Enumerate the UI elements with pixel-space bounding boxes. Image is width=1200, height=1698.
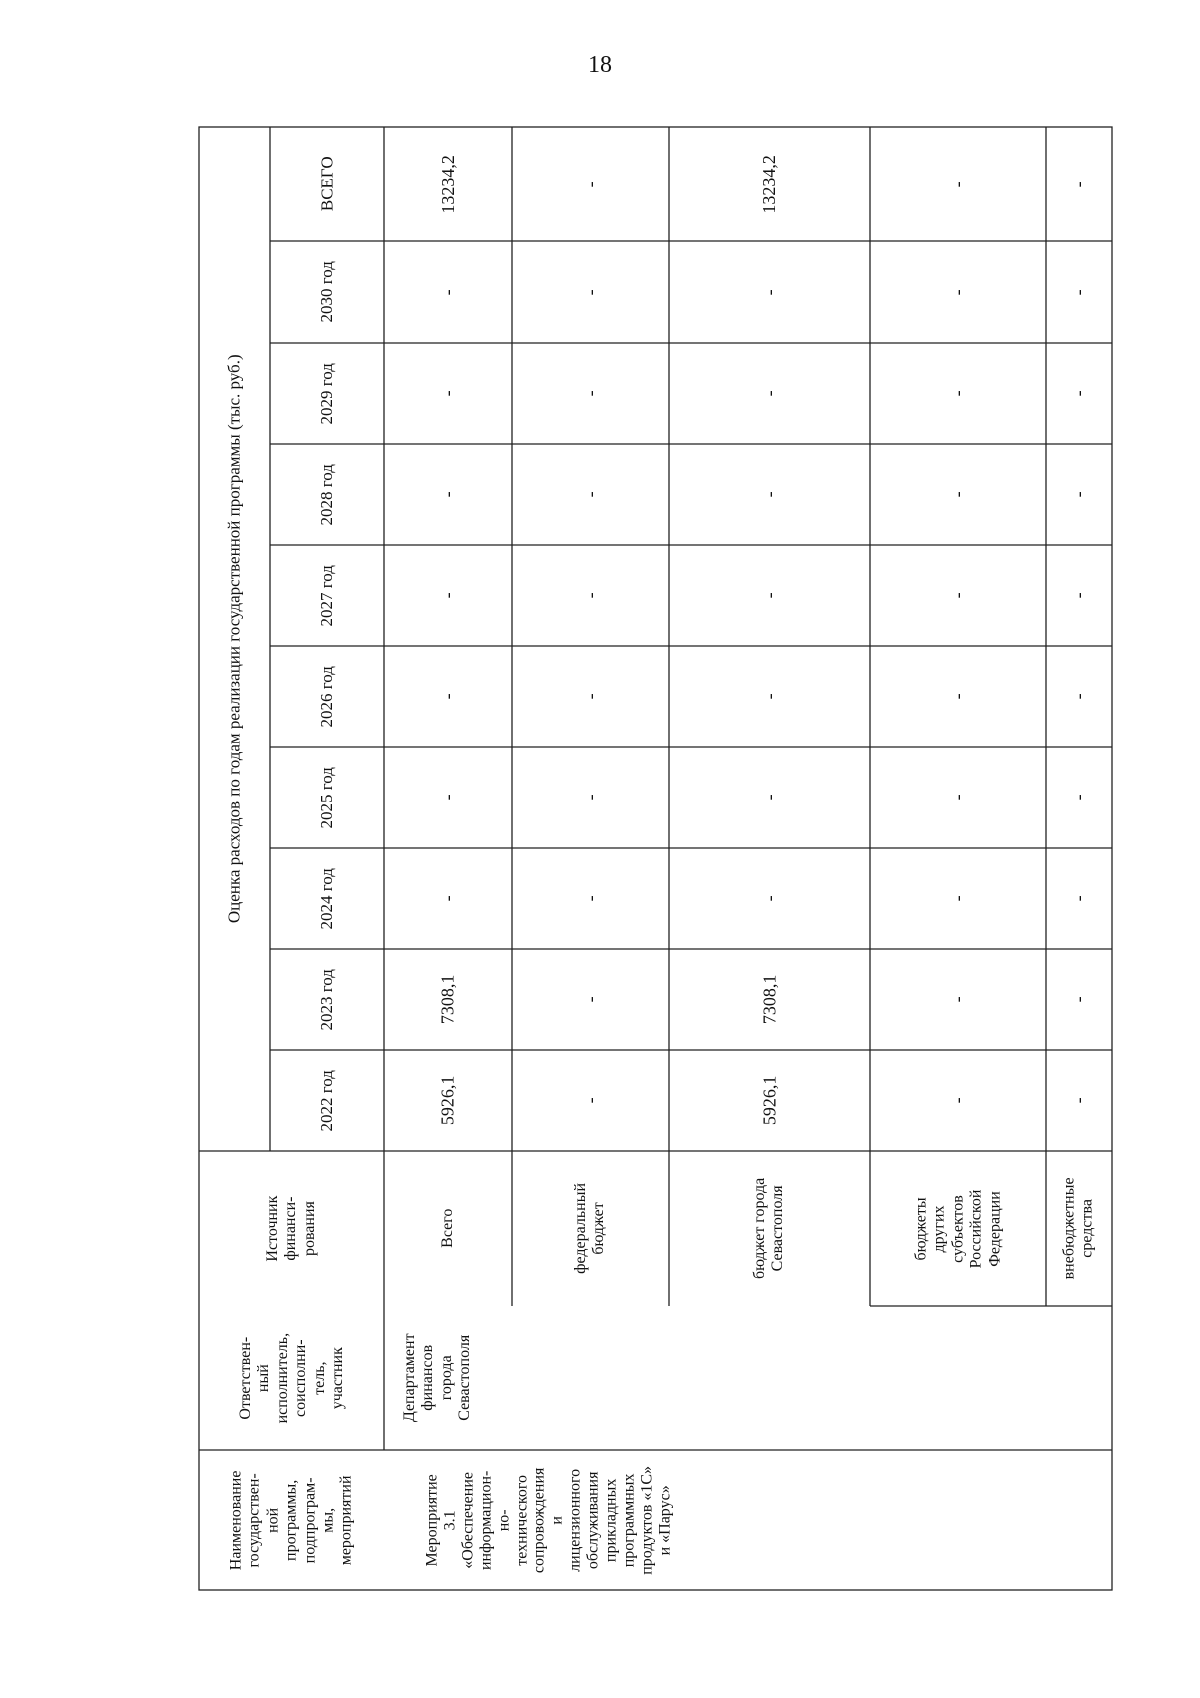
value-text: - — [947, 289, 968, 295]
value-cell — [512, 848, 669, 949]
value-text: - — [759, 390, 780, 397]
value-cell — [870, 949, 1046, 1050]
value-text: - — [437, 693, 458, 700]
value-cell — [870, 646, 1046, 747]
value-cell — [384, 127, 512, 241]
value-cell — [669, 241, 870, 343]
value-cell — [512, 646, 669, 747]
value-text: - — [947, 390, 968, 397]
value-text: - — [1068, 1097, 1089, 1104]
value-cell — [669, 747, 870, 848]
year-header — [270, 1050, 384, 1151]
value-cell — [512, 444, 669, 545]
year-header — [270, 241, 384, 343]
value-cell — [1046, 1050, 1112, 1151]
value-text: - — [947, 996, 968, 1003]
year-header — [270, 747, 384, 848]
source-cell — [669, 1151, 870, 1306]
page-number: 18 — [588, 52, 612, 78]
value-text: - — [947, 181, 968, 187]
value-cell — [384, 747, 512, 848]
value-text: - — [1068, 390, 1089, 397]
year-label: 2023 год — [317, 968, 337, 1031]
value-text: 13234,2 — [759, 154, 780, 214]
value-text: 5926,1 — [437, 1075, 458, 1126]
value-cell — [669, 545, 870, 646]
value-cell — [384, 241, 512, 343]
year-label: 2026 год — [317, 665, 337, 728]
value-text: - — [1068, 491, 1089, 498]
value-cell — [512, 949, 669, 1050]
value-cell — [512, 747, 669, 848]
value-cell — [1046, 646, 1112, 747]
value-cell — [669, 343, 870, 444]
value-cell — [384, 1050, 512, 1151]
executor-cell — [384, 1306, 492, 1450]
value-cell — [870, 127, 1046, 241]
value-text: - — [580, 390, 601, 397]
year-header — [270, 444, 384, 545]
source-label: федеральный бюджет — [572, 1183, 608, 1274]
value-cell — [1046, 949, 1112, 1050]
value-cell — [384, 343, 512, 444]
value-cell — [669, 1050, 870, 1151]
year-label: 2030 год — [317, 261, 337, 323]
value-text: - — [759, 794, 780, 801]
year-label: 2029 год — [317, 362, 337, 425]
value-cell — [512, 241, 669, 343]
value-cell — [669, 848, 870, 949]
value-cell — [512, 343, 669, 444]
value-cell — [870, 241, 1046, 343]
source-header: Источник финанси- рования — [263, 1195, 318, 1262]
group-header-cell — [199, 127, 270, 1151]
source-cell — [512, 1151, 669, 1306]
value-text: 13234,2 — [437, 154, 458, 214]
source-label: внебюджетные средства — [1060, 1177, 1096, 1280]
value-cell — [1046, 127, 1112, 241]
value-text: - — [437, 390, 458, 397]
year-header — [270, 646, 384, 747]
year-label: 2027 год — [317, 564, 337, 627]
value-text: - — [759, 289, 780, 295]
source-label: Всего — [438, 1208, 456, 1249]
value-text: - — [759, 592, 780, 599]
value-text: - — [437, 491, 458, 498]
total-header — [270, 127, 384, 241]
source-label: бюджеты других субъектов Российской Федерации — [912, 1189, 1003, 1268]
value-cell — [512, 1050, 669, 1151]
value-cell — [512, 545, 669, 646]
value-cell — [512, 127, 669, 241]
value-cell — [384, 646, 512, 747]
year-label: 2022 год — [317, 1069, 337, 1132]
value-text: - — [580, 181, 601, 187]
source-header-cell — [199, 1151, 384, 1306]
value-text: - — [580, 996, 601, 1003]
measure-name: Мероприятие 3.1 «Обеспечение информацион- но- технического сопровождения и лицензионного обслуживания прикладных программных продуктов «1С» и «Парус» — [423, 1465, 674, 1575]
year-label: ВСЕГО — [317, 156, 337, 212]
year-header — [270, 343, 384, 444]
year-header — [270, 949, 384, 1050]
value-text: - — [1068, 592, 1089, 599]
value-cell — [870, 343, 1046, 444]
value-text: - — [1068, 996, 1089, 1003]
value-text: 7308,1 — [759, 974, 780, 1025]
value-cell — [870, 1050, 1046, 1151]
value-text: - — [1068, 693, 1089, 700]
executor: Департамент финансов города Севастополя — [401, 1333, 474, 1423]
value-text: - — [437, 592, 458, 599]
value-text: - — [1068, 289, 1089, 295]
value-text: - — [947, 693, 968, 700]
value-cell — [669, 646, 870, 747]
value-text: - — [580, 1097, 601, 1104]
year-label: 2024 год — [317, 867, 337, 930]
value-cell — [1046, 848, 1112, 949]
value-text: - — [1068, 895, 1089, 902]
value-text: - — [947, 794, 968, 801]
value-text: - — [947, 491, 968, 498]
year-header — [270, 848, 384, 949]
value-text: - — [580, 693, 601, 700]
source-label: бюджет города Севастополя — [751, 1177, 787, 1280]
value-text: - — [947, 1097, 968, 1104]
executor-header: Ответствен- ный исполнитель, соисполни- тель, участник — [236, 1332, 346, 1424]
year-header — [270, 545, 384, 646]
value-text: - — [437, 794, 458, 801]
value-cell — [384, 848, 512, 949]
value-text: 5926,1 — [759, 1075, 780, 1126]
value-cell — [1046, 343, 1112, 444]
value-cell — [870, 545, 1046, 646]
value-cell — [669, 127, 870, 241]
value-text: - — [947, 895, 968, 902]
value-text: - — [580, 895, 601, 902]
year-label: 2025 год — [317, 766, 337, 829]
value-cell — [384, 444, 512, 545]
measure-name-cell — [384, 1450, 714, 1590]
value-text: 7308,1 — [437, 974, 458, 1025]
value-cell — [1046, 241, 1112, 343]
source-cell — [384, 1151, 512, 1306]
value-cell — [669, 949, 870, 1050]
value-cell — [1046, 545, 1112, 646]
value-cell — [384, 545, 512, 646]
value-text: - — [580, 491, 601, 498]
value-cell — [870, 848, 1046, 949]
value-cell — [384, 949, 512, 1050]
value-text: - — [580, 592, 601, 599]
value-text: - — [1068, 181, 1089, 187]
group-header: Оценка расходов по годам реализации государственной программы (тыс. руб.) — [224, 354, 244, 924]
value-text: - — [437, 895, 458, 902]
value-cell — [669, 444, 870, 545]
value-cell — [870, 747, 1046, 848]
source-cell — [1046, 1151, 1112, 1306]
value-cell — [1046, 747, 1112, 848]
value-text: - — [947, 592, 968, 599]
value-text: - — [1068, 794, 1089, 801]
value-text: - — [759, 895, 780, 902]
source-cell — [870, 1151, 1046, 1306]
value-text: - — [759, 693, 780, 700]
year-label: 2028 год — [317, 463, 337, 526]
executor-header-cell — [199, 1306, 384, 1450]
value-text: - — [580, 289, 601, 295]
value-cell — [870, 444, 1046, 545]
value-text: - — [580, 794, 601, 801]
name-header: Наименование государствен- ной программы, подпрограм- мы, мероприятий — [227, 1470, 355, 1570]
value-text: - — [759, 491, 780, 498]
value-text: - — [437, 289, 458, 295]
name-header-cell — [199, 1450, 384, 1590]
value-cell — [1046, 444, 1112, 545]
